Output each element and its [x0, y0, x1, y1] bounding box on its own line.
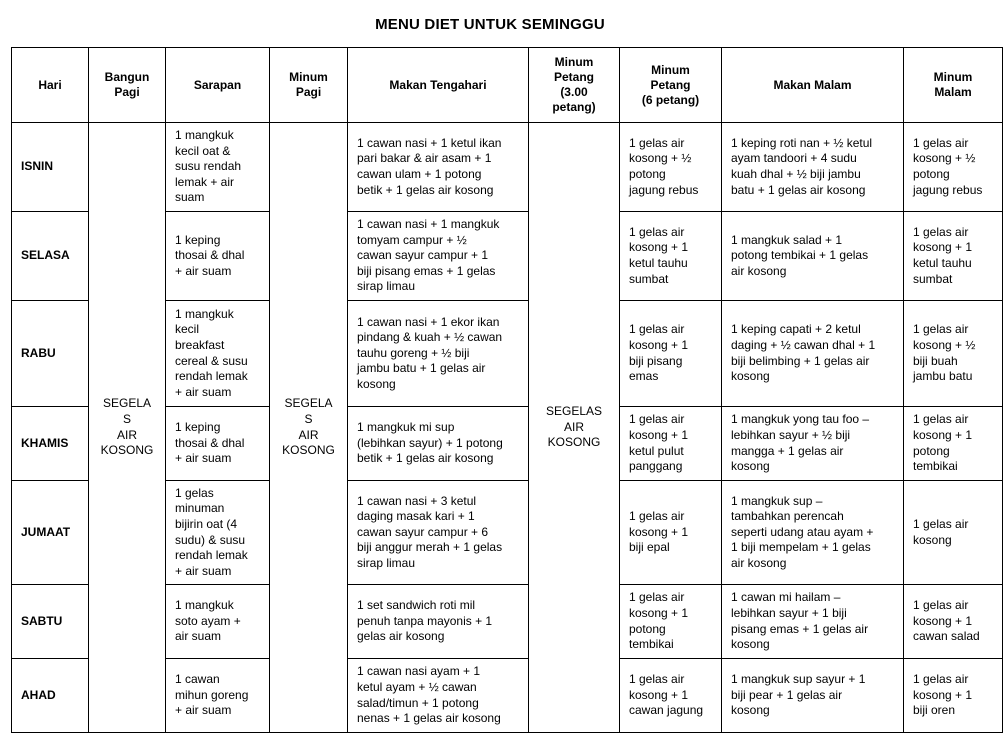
day-cell: RABU	[12, 301, 89, 407]
bangun-pagi-cell: SEGELA S AIR KOSONG	[89, 123, 166, 733]
minum-malam-cell: 1 gelas air kosong + ½ potong jagung rebus	[904, 123, 1003, 212]
day-cell: SELASA	[12, 212, 89, 301]
header-row	[12, 48, 1003, 123]
sarapan-cell: 1 mangkuk kecil breakfast cereal & susu rendah lemak + air suam	[166, 301, 270, 407]
minum-malam-cell: 1 gelas air kosong + 1 cawan salad	[904, 585, 1003, 659]
day-cell: JUMAAT	[12, 481, 89, 585]
minum-pagi-cell: SEGELA S AIR KOSONG	[270, 123, 348, 733]
minum-petang-3-cell: SEGELAS AIR KOSONG	[529, 123, 620, 733]
header-sarapan: Sarapan	[166, 48, 270, 123]
sarapan-cell: 1 mangkuk soto ayam + air suam	[166, 585, 270, 659]
makan-malam-cell: 1 keping capati + 2 ketul daging + ½ cawan dhal + 1 biji belimbing + 1 gelas air kosong	[722, 301, 904, 407]
tengahari-cell: 1 set sandwich roti mil penuh tanpa mayonis + 1 gelas air kosong	[348, 585, 529, 659]
day-cell: SABTU	[12, 585, 89, 659]
makan-malam-cell: 1 mangkuk sup – tambahkan perencah seperti udang atau ayam + 1 biji mempelam + 1 gelas air kosong	[722, 481, 904, 585]
minum-petang-6-cell: 1 gelas air kosong + 1 cawan jagung	[620, 659, 722, 733]
sarapan-cell: 1 keping thosai & dhal + air suam	[166, 407, 270, 481]
minum-petang-6-cell: 1 gelas air kosong + ½ potong jagung rebus	[620, 123, 722, 212]
header-hari: Hari	[12, 48, 89, 123]
header-makan-malam: Makan Malam	[722, 48, 904, 123]
minum-petang-6-cell: 1 gelas air kosong + 1 biji epal	[620, 481, 722, 585]
header-minum-petang-6: Minum Petang (6 petang)	[620, 48, 722, 123]
sarapan-cell: 1 cawan mihun goreng + air suam	[166, 659, 270, 733]
header-minum-pagi: Minum Pagi	[270, 48, 348, 123]
minum-petang-6-cell: 1 gelas air kosong + 1 biji pisang emas	[620, 301, 722, 407]
sarapan-cell: 1 mangkuk kecil oat & susu rendah lemak + air suam	[166, 123, 270, 212]
makan-malam-cell: 1 mangkuk salad + 1 potong tembikai + 1 gelas air kosong	[722, 212, 904, 301]
header-minum-petang-3: Minum Petang (3.00 petang)	[529, 48, 620, 123]
minum-malam-cell: 1 gelas air kosong	[904, 481, 1003, 585]
day-cell: AHAD	[12, 659, 89, 733]
minum-petang-6-cell: 1 gelas air kosong + 1 ketul pulut panggang	[620, 407, 722, 481]
minum-petang-6-cell: 1 gelas air kosong + 1 potong tembikai	[620, 585, 722, 659]
table-row	[12, 123, 1003, 212]
header-bangun-pagi: Bangun Pagi	[89, 48, 166, 123]
day-cell: ISNIN	[12, 123, 89, 212]
minum-malam-cell: 1 gelas air kosong + ½ biji buah jambu batu	[904, 301, 1003, 407]
tengahari-cell: 1 cawan nasi + 1 ketul ikan pari bakar & air asam + 1 cawan ulam + 1 potong betik + 1 gelas air kosong	[348, 123, 529, 212]
diet-menu-table	[11, 47, 1003, 733]
minum-malam-cell: 1 gelas air kosong + 1 biji oren	[904, 659, 1003, 733]
page-title: MENU DIET UNTUK SEMINGGU	[375, 16, 605, 33]
day-cell: KHAMIS	[12, 407, 89, 481]
minum-petang-6-cell: 1 gelas air kosong + 1 ketul tauhu sumbat	[620, 212, 722, 301]
header-makan-tengahari: Makan Tengahari	[348, 48, 529, 123]
makan-malam-cell: 1 mangkuk yong tau foo – lebihkan sayur + ½ biji mangga + 1 gelas air kosong	[722, 407, 904, 481]
sarapan-cell: 1 keping thosai & dhal + air suam	[166, 212, 270, 301]
makan-malam-cell: 1 cawan mi hailam – lebihkan sayur + 1 biji pisang emas + 1 gelas air kosong	[722, 585, 904, 659]
tengahari-cell: 1 cawan nasi + 1 ekor ikan pindang & kuah + ½ cawan tauhu goreng + ½ biji jambu batu + 1 gelas air kosong	[348, 301, 529, 407]
minum-malam-cell: 1 gelas air kosong + 1 potong tembikai	[904, 407, 1003, 481]
minum-malam-cell: 1 gelas air kosong + 1 ketul tauhu sumbat	[904, 212, 1003, 301]
tengahari-cell: 1 cawan nasi ayam + 1 ketul ayam + ½ cawan salad/timun + 1 potong nenas + 1 gelas air kosong	[348, 659, 529, 733]
sarapan-cell: 1 gelas minuman bijirin oat (4 sudu) & susu rendah lemak + air suam	[166, 481, 270, 585]
tengahari-cell: 1 cawan nasi + 1 mangkuk tomyam campur + ½ cawan sayur campur + 1 biji pisang emas + 1 gelas sirap limau	[348, 212, 529, 301]
tengahari-cell: 1 cawan nasi + 3 ketul daging masak kari + 1 cawan sayur campur + 6 biji anggur merah + 1 gelas sirap limau	[348, 481, 529, 585]
makan-malam-cell: 1 keping roti nan + ½ ketul ayam tandoori + 4 sudu kuah dhal + ½ biji jambu batu + 1 gelas air kosong	[722, 123, 904, 212]
tengahari-cell: 1 mangkuk mi sup (lebihkan sayur) + 1 potong betik + 1 gelas air kosong	[348, 407, 529, 481]
makan-malam-cell: 1 mangkuk sup sayur + 1 biji pear + 1 gelas air kosong	[722, 659, 904, 733]
header-minum-malam: Minum Malam	[904, 48, 1003, 123]
